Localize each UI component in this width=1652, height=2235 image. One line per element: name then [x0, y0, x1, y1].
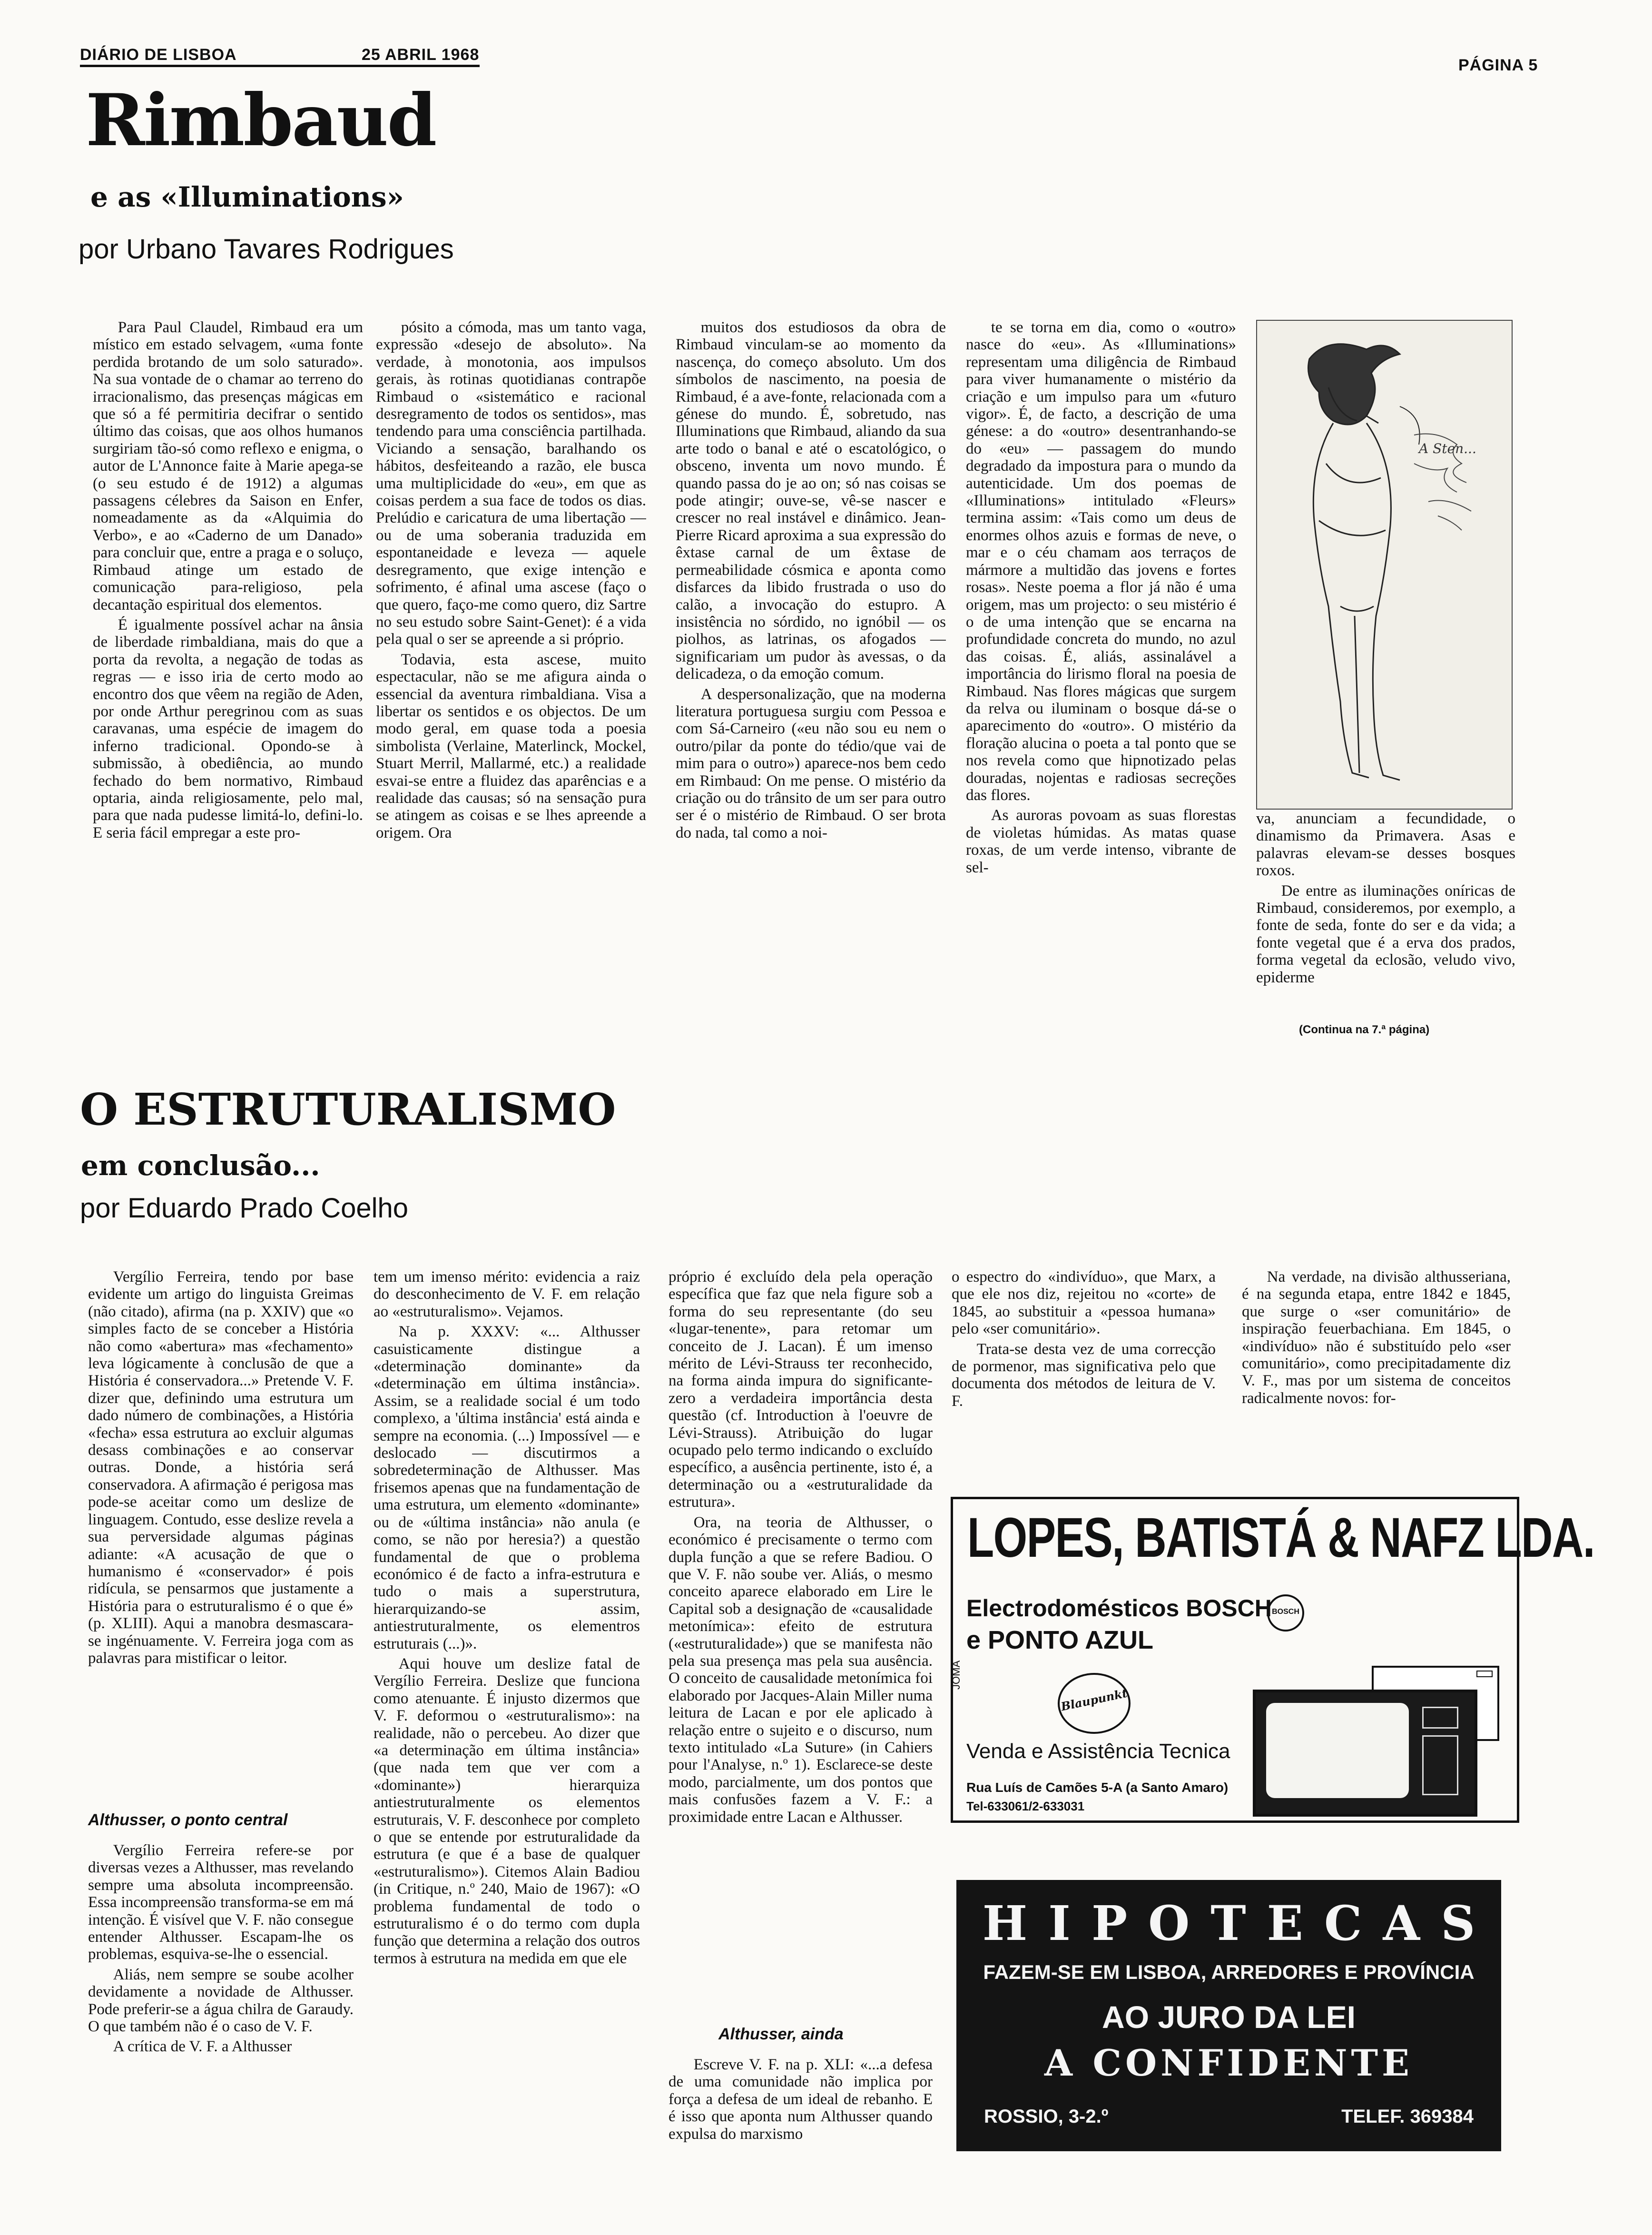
paragraph: Vergílio Ferreira, tendo por base evidente um artigo do linguista Greimas (não citado), afirma (na p. XXIV) que «o simples facto de se conceber a História não como «abertura» mas «fechamento» leva lógicamente à conclusão de que a História é conservadora...» Pretende V. F. dizer que, definindo uma estrutura um dado número de combinações, a História «fecha» essa estrutura ao excluir algumas desass combinações e ao conservar outras. Donde, a história será conservadora. A afirmação é perigosa mas pode-se aceitar como um deslize de linguagem. Contudo, esse deslize revela a sua perversidade algumas páginas adiante: «A acusação de que o humanismo é «conservador» é pois ridícula, se pensarmos que justamente a História para o estruturalismo é o que é» (p. XLIII). Aqui a manobra desmascara-se ingénuamente. V. Ferreira joga com as palavras para mistificar o leitor.: [88, 1268, 354, 1667]
article2-column-5: [1242, 1268, 1511, 1478]
article2-title: O ESTRUTURALISMO: [80, 1084, 616, 1135]
ad2-address: ROSSIO, 3-2.º: [984, 2106, 1109, 2127]
article1-subtitle: e as «Illuminations»: [90, 181, 404, 213]
ad-phone: Tel-633061/2-633031: [966, 1799, 1085, 1813]
bosch-advertisement: [950, 1497, 1594, 1823]
paragraph: A despersonalização, que na moderna literatura portuguesa surgiu com Pessoa e com Sá-Carneiro («eu não sou eu nem o outro/pilar da ponte do tédio/que vai de mim para o outro») aparece-nos bem cedo em Rimbaud: On me pense. O mistério da criação ou do trânsito de um ser para outro ser é o mistério de Rimbaud. O ser brota do nada, tal como a noi-: [676, 685, 946, 841]
rimbaud-sketch-illustration: [1256, 320, 1513, 810]
blaupunkt-logo: [1058, 1673, 1131, 1734]
article2-column-1b: [88, 1842, 354, 2175]
ad2-line2: AO JURO DA LEI: [1102, 1999, 1356, 2035]
article2-column-3: [669, 1268, 933, 2001]
bosch-badge-icon: [1267, 1594, 1304, 1632]
paragraph: Aliás, nem sempre se soube acolher devidamente a novidade de Althusser. Pode preferir-se a água chilra de Garaudy. O que também não é o caso de V. F.: [88, 1966, 354, 2036]
article1-column-5: [1256, 810, 1515, 1015]
article1-title: Rimbaud: [86, 79, 436, 162]
paragraph: va, anunciam a fecundidade, o dinamismo da Primavera. Asas e palavras elevam-se desses bosques roxos.: [1256, 810, 1515, 880]
hipotecas-advertisement: [956, 1880, 1501, 2151]
bosch-badge-label: BOSCH: [1272, 1608, 1299, 1616]
paragraph: o espectro do «indivíduo», que Marx, a que ele nos diz, rejeitou no «corte» de 1845, ao substituir a «pessoa humana» pelo «ser comunitário».: [952, 1268, 1216, 1338]
television-icon: [1253, 1690, 1477, 1817]
section-subhead: Althusser, ainda: [718, 2025, 844, 2043]
article1-column-2: [376, 319, 646, 1035]
paragraph: É igualmente possível achar na ânsia de liberdade rimbaldiana, mais do que a porta da revolta, a negação de todas as regras — e isso iria de certo modo ao encontro dos que vêem na região de Aden, por onde Arthur peregrinou com as suas caravanas, uma espécie de imagem do inferno tradicional. Opondo-se à submissão, à obediência, ao mundo fechado do bem normativo, Rimbaud optaria, ainda religiosamente, pelo mal, para que nada pudesse limitá-lo, defini-lo. E seria fácil empregar a este pro-: [93, 616, 363, 841]
article1-column-4: [966, 319, 1236, 1035]
sketch-caption: A Sten...: [1419, 441, 1476, 456]
newspaper-name: DIÁRIO DE LISBOA: [80, 46, 237, 64]
article1-byline: por Urbano Tavares Rodrigues: [79, 234, 454, 265]
article2-column-4: [952, 1268, 1216, 1478]
article1-column-3: [676, 319, 946, 1035]
paragraph: Aqui houve um deslize fatal de Vergílio Ferreira. Deslize que funciona como atenuante. É injusto dizermos que V. F. deformou o «estruturalismo»: na realidade, não o percebeu. Ao dizer que «a determinação em última instância» (que nada tem que ver com a «dominante») hierarquiza antiestruturalmente os elementos estruturais, V. F. desconhece por completo o que se entende por estruturalidade da estrutura (e que é a base de qualquer «estruturalismo»). Citemos Alain Badiou (in Critique, n.º 240, Maio de 1967): «O problema fundamental de todo o estruturalismo é o do termo com dupla função que determina a relação dos outros termos à estrutura na medida em que ele: [374, 1655, 640, 1967]
paragraph: pósito a cómoda, mas um tanto vaga, expressão «desejo de absoluto». Na verdade, à monotonia, aos impulsos gerais, às rotinas quotidianas contrapõe Rimbaud o «sistemático e racional desregramento de todos os sentidos», mas tendendo para uma consciência partilhada. Viciando a sensação, baralhando os hábitos, desfeiteando a razão, ele busca uma multiplicidade do «eu», em que as coisas perdem a sua face de todos os dias. Prelúdio e caricatura de uma libertação — ou de uma soberania traduzida em espontaneidade e leveza — aquele desregramento, que exige intenção e sofrimento, é afinal uma ascese (faço o que quero, faço-me como quero, diz Sartre no seu estudo sobre Saint-Genet): é a vida pela qual o ser se apreende a si próprio.: [376, 319, 646, 648]
continued-note: (Continua na 7.ª página): [1299, 1023, 1430, 1036]
paragraph: As auroras povoam as suas florestas de violetas húmidas. As matas quase roxas, de um verde intenso, vibrante de sel-: [966, 807, 1236, 876]
paragraph: muitos dos estudiosos da obra de Rimbaud vinculam-se ao momento da nascença, do começo absoluto. Um dos símbolos de nascimento, na poesia de Rimbaud, é a ave-fonte, relacionada com a génese do mundo. É, sobretudo, nas Illuminations que Rimbaud, aliando da sua arte todo o banal e até o escatológico, o obsceno, inventa um novo mundo. É quando passa do je ao on; só nas coisas se pode atingir; ouve-se, vê-se nascer e crescer no real instável e dinâmico. Jean-Pierre Ricard aproxima a sua expressão do êxtase carnal de um êxtase de permeabilidade cósmica e aponta como disfarces da libido frustrada o uso do calão, a invocação do estupro. A insistência no sórdido, no ignóbil — os piolhos, as latrinas, os afogados — significariam um pudor às avessas, o da delicadeza, o da emoção comum.: [676, 319, 946, 683]
page-number: PÁGINA 5: [1458, 56, 1538, 74]
article2-column-3b: [669, 2056, 933, 2180]
ad-service-line: Venda e Assistência Tecnica: [966, 1740, 1230, 1763]
article2-subtitle: em conclusão...: [81, 1149, 320, 1182]
paragraph: A crítica de V. F. a Althusser: [113, 2038, 292, 2056]
ad-address: Rua Luís de Camões 5-A (a Santo Amaro): [966, 1780, 1229, 1795]
paragraph: Para Paul Claudel, Rimbaud era um místico em estado selvagem, «uma fonte perdida brotando de um solo saturado». Na sua vontade de o chamar ao terreno do irracionalismo, das presenças mágicas em que só a fé permitiria decifrar o sentido último das coisas, que aos olhos humanos surgiriam tão-só como reflexo e enigma, o autor de L'Annonce faite à Marie apega-se (o seu estudo é de 1912) a algumas passagens célebres da Saison en Enfer, nomeadamente as da «Alquimia do Verbo», e ao «Caderno de um Danado» para concluir que, entre a praga e o soluço, Rimbaud atinge um estado de comunicação para-religioso, pela decantação espiritual dos elementos.: [93, 319, 363, 613]
paragraph: próprio é excluído dela pela operação específica que faz que nela figure sob a forma do seu representante (do seu «lugar-tenente», para retomar um conceito de J. Lacan). É um imenso mérito de Lévi-Strauss ter reconhecido, na forma ainda impura do significante-zero a verdadeira importância desta questão (cf. Introduction à l'oeuvre de Lévi-Strauss). Atribuição do lugar ocupado pelo termo indicando o excluído específico, a ausência pertinente, isto é, a determinação ou a «estruturalidade da estrutura».: [669, 1268, 933, 1511]
article2-column-2: [374, 1268, 640, 2173]
ad-line-bosch: Electrodomésticos BOSCH: [966, 1595, 1272, 1622]
ad-side-label: JOMA: [950, 1660, 962, 1690]
paragraph: De entre as iluminações oníricas de Rimbaud, consideremos, por exemplo, a fonte de seda, fonte do ser e da vida; a fonte vegetal que é a erva dos prados, forma vegetal da eclosão, veludo vivo, epiderme: [1256, 882, 1515, 986]
section-subhead: Althusser, o ponto central: [88, 1811, 288, 1829]
ad2-line1: FAZEM-SE EM LISBOA, ARREDORES E PROVÍNCIA: [983, 1961, 1475, 1983]
issue-date: 25 ABRIL 1968: [362, 46, 480, 64]
paragraph: Trata-se desta vez de uma correcção de pormenor, mas significativa pelo que documenta dos métodos de leitura de V. F.: [952, 1340, 1216, 1410]
paragraph: Na p. XXXV: «... Althusser casuisticamente distingue a «determinação dominante» da «determinação em última instância». Assim, se a realidade social é um todo complexo, a 'última instância' está ainda e sempre na economia. (...) Impossível — e deslocado — discutirmos a sobredeterminação de Althusser. Mas frisemos apenas que na fundamentação de uma estrutura, um elemento «dominante» ou de «última instância» não anula (e como, se não por heresia?) a questão fundamental de que o problema económico é de facto a infra-estrutura e tudo o mais a superstrutura, hierarquizando-se assim, antiestruturalmente, os elementros estruturais (...)».: [374, 1323, 640, 1652]
ad-line-ponto-azul: e PONTO AZUL: [966, 1626, 1154, 1654]
paragraph: te se torna em dia, como o «outro» nasce do «eu». As «Illuminations» representam uma diligência de Rimbaud para viver humanamente o mistério da criação e um impulso para um «futuro vigor». É, de facto, a descrição de uma génese: a do «outro» desentranhando-se do «eu» — passagem do mundo degradado da impostura para o mundo da autenticidade. Um dos poemas de «Illuminations» intitulado «Fleurs» termina assim: «Tais como um deus de enormes olhos azuis e formas de neve, o mar e o céu chamam aos terraços de mármore a multidão das jovens e fortes rosas». Neste poema a flor já não é uma origem, mas um projecto: o seu mistério é o de uma intenção que se encarna na profundidade concreta do mundo, no azul das coisas. É, aliás, assinalável a importância do lirismo floral na poesia de Rimbaud. Nas flores mágicas que surgem da relva ou iluminam o bosque dá-se o aparecimento do «outro». O mistério da floração alucina o poeta a tal ponto que se nos revela como que hipnotizado pelas douradas, nojentas e radiosas secreções das flores.: [966, 319, 1236, 804]
paragraph: Vergílio Ferreira refere-se por diversas vezes a Althusser, mas revelando sempre uma absoluta incompreensão. Essa incompreensão transforma-se em má intenção. É visível que V. F. não consegue entender Althusser. Escapam-lhe os problemas, esquiva-se-lhe o essencial.: [88, 1842, 354, 1963]
article2-byline: por Eduardo Prado Coelho: [80, 1193, 409, 1224]
paragraph: tem um imenso mérito: evidencia a raiz do desconhecimento de V. F. em relação ao «estruturalismo». Vejamos.: [374, 1268, 640, 1320]
ad2-phone: TELEF. 369384: [1341, 2106, 1474, 2127]
ad2-line3: A CONFIDENTE: [1044, 2042, 1413, 2084]
paragraph: Escreve V. F. na p. XLI: «...a defesa de uma comunidade não implica por força a defesa de um ideal de rebanho. E é isso que aponta num Althusser quando expulsa do marxismo: [669, 2056, 933, 2143]
paragraph: Na verdade, na divisão althusseriana, é na segunda etapa, entre 1842 e 1845, que surge o «ser comunitário» de inspiração feuerbachiana. Em 1845, o «indivíduo» não é substituído pelo «ser comunitário», como precipitadamente diz V. F., mas por um sistema de conceitos radicalmente novos: for-: [1242, 1268, 1511, 1407]
blaupunkt-brand: Blaupunkt: [1060, 1686, 1129, 1714]
paragraph: Ora, na teoria de Althusser, o económico é precisamente o termo com dupla função a que se refere Badiou. O que V. F. não soube ver. Aliás, o mesmo conceito aparece elaborado em Lire le Capital sob a designação de «causalidade metonímica»: efeito de estrutura («estruturalidade») que se manifesta não pela sua presença mas pela sua ausência. O conceito de causalidade metonímica foi elaborado por Jacques-Alain Miller numa leitura de Lacan e por ele aplicado à relação entre o sujeito e o discurso, num texto intitulado «La Suture» (in Cahiers pour l'Analyse, n.º 1). Esclarece-se deste modo, parcialmente, um dos pontos que mais confusões fazem a V. F.: a proximidade entre Lacan e Althusser.: [669, 1513, 933, 1826]
header-rule: [80, 65, 480, 67]
paragraph: Todavia, esta ascese, muito espectacular, não se me afigura ainda o essencial da aventura rimbaldiana. Visa a libertar os sentidos e os objectos. De um modo geral, em quase toda a poesia simbolista (Verlaine, Materlinck, Mockel, Stuart Merril, Mallarmé, etc.) a realidade esvai-se entre a fluidez das aparências e a realidade das causas; só na sensação pura se atingem as coisas e se lhes apreende a origem. Ora: [376, 651, 646, 841]
rimbaud-figure-icon: [1257, 321, 1512, 809]
article1-column-1: [93, 319, 363, 1035]
ad-company-name: LOPES, BATISTÁ & NAFZ LDA.: [967, 1506, 1594, 1569]
article2-column-1: [88, 1268, 354, 1792]
ad2-title: HIPOTECAS: [982, 1895, 1496, 1951]
